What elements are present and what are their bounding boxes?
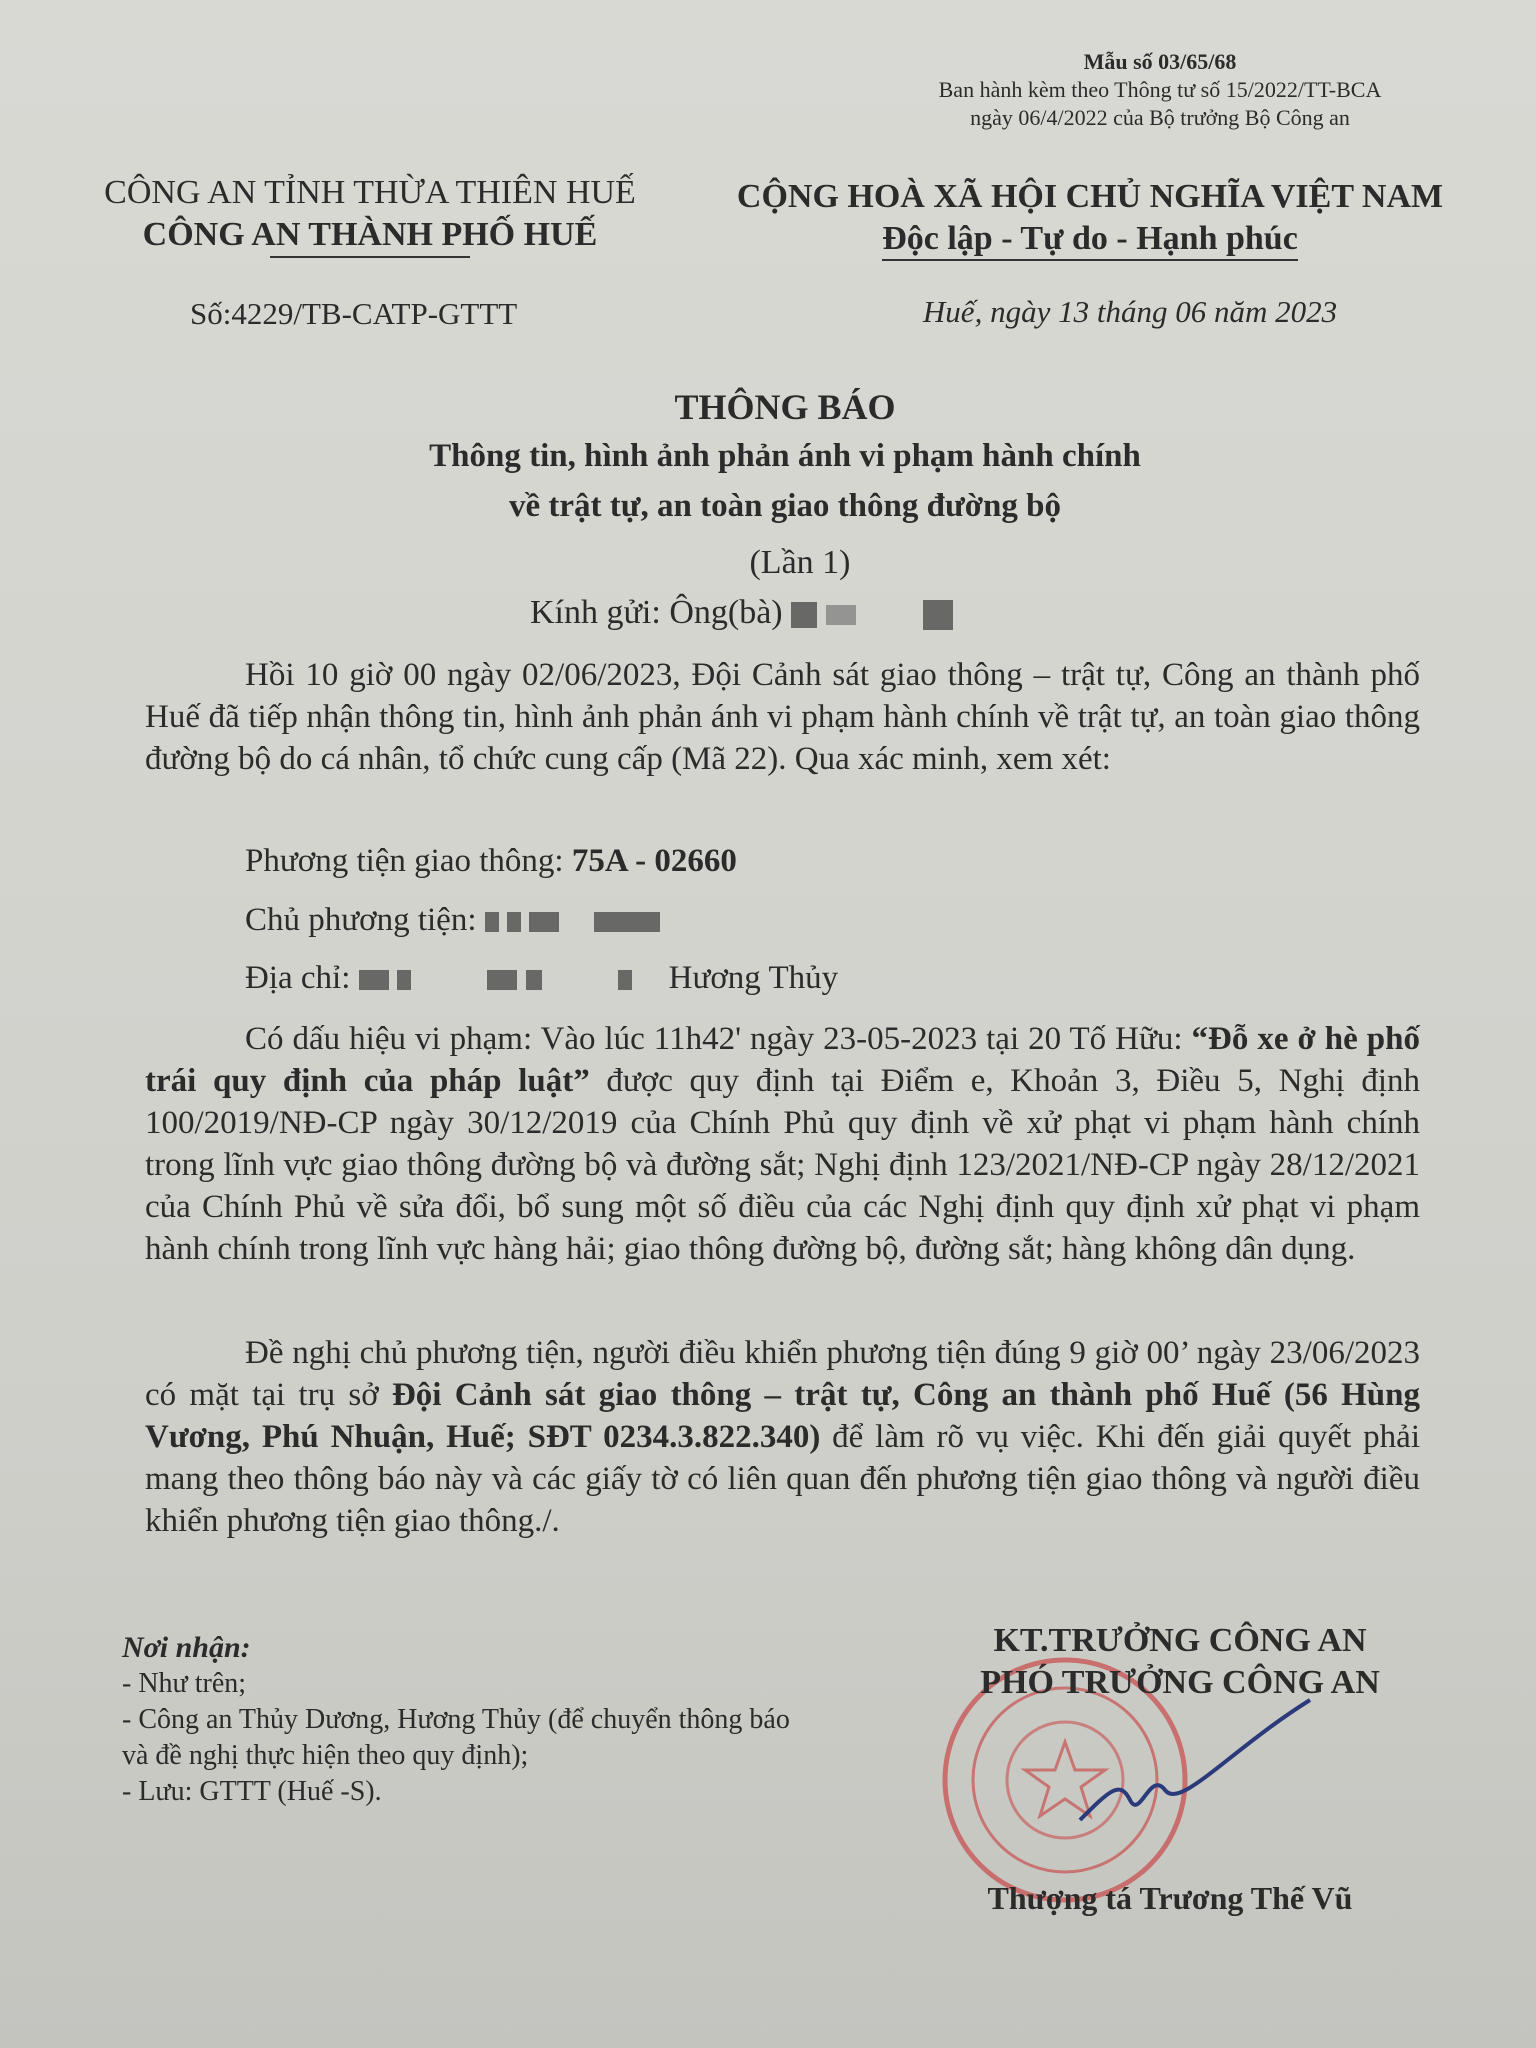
doc-title: THÔNG BÁO bbox=[674, 387, 896, 427]
redacted-block bbox=[923, 600, 953, 630]
vehicle-plate-line bbox=[245, 843, 737, 880]
recipient-label: Kính gửi: Ông(bà) bbox=[530, 594, 783, 631]
doc-subtitle-2: về trật tự, an toàn giao thông đường bộ bbox=[508, 488, 1061, 524]
doc-round: (Lần 1) bbox=[749, 544, 851, 581]
agency-header bbox=[80, 172, 660, 258]
form-issued-line: Ban hành kèm theo Thông tư số 15/2022/TT-BCA bbox=[938, 77, 1382, 102]
redacted-block bbox=[526, 970, 542, 990]
redacted-block bbox=[791, 602, 817, 628]
recipient-item: - Công an Thủy Dương, Hương Thủy (để chuyển thông báo và đề nghị thực hiện theo quy định); bbox=[122, 1704, 790, 1771]
redacted-block bbox=[359, 970, 389, 990]
national-name: CỘNG HOÀ XÃ HỘI CHỦ NGHĨA VIỆT NAM bbox=[736, 178, 1444, 215]
recipient-item: - Như trên; bbox=[122, 1668, 247, 1699]
request-instructions: để làm rõ vụ việc. Khi đến giải quyết phải mang theo thông báo này và các giấy tờ có liên quan đến phương tiện giao thông và người điều khiển phương tiện giao thông./. bbox=[145, 1419, 1420, 1539]
redacted-block bbox=[618, 970, 632, 990]
vehicle-label: Phương tiện giao thông: bbox=[245, 843, 572, 879]
national-header bbox=[700, 176, 1480, 260]
paragraph-request bbox=[145, 1332, 1420, 1542]
violation-legal-basis: được quy định tại Điểm e, Khoản 3, Điều 5, Nghị định 100/2019/NĐ-CP ngày 30/12/2019 của Chính Phủ quy định về xử phạt vi phạm hành chính trong lĩnh vực giao thông đường bộ và đường sắt; Nghị định 123/2021/NĐ-CP ngày 28/12/2021 của Chính Phủ về sửa đổi, bổ sung một số điều của các Nghị định quy định xử phạt vi phạm hành chính trong lĩnh vực hàng hải; giao thông đường bộ, đường sắt; hàng không dân dụng. bbox=[145, 1063, 1420, 1267]
redacted-block bbox=[594, 912, 660, 932]
address-tail: Hương Thủy bbox=[668, 960, 839, 996]
vehicle-plate: 75A - 02660 bbox=[571, 843, 737, 879]
agency-province: CÔNG AN TỈNH THỪA THIÊN HUẾ bbox=[104, 174, 636, 211]
request-location: Đội Cảnh sát giao thông – trật tự, Công an thành phố Huế (56 Hùng Vương, Phú Nhuận, Huế; SĐT 0234.3.822.340) bbox=[145, 1377, 1420, 1455]
paragraph-intro: Hồi 10 giờ 00 ngày 02/06/2023, Đội Cảnh sát giao thông – trật tự, Công an thành phố Huế đã tiếp nhận thông tin, hình ảnh phản ánh vi phạm hành chính về trật tự, an toàn giao thông đường bộ do cá nhân, tổ chức cung cấp (Mã 22). Qua xác minh, xem xét: bbox=[145, 657, 1420, 777]
handwritten-signature-icon bbox=[1070, 1690, 1330, 1855]
recipient-item: - Lưu: GTTT (Huế -S). bbox=[122, 1776, 382, 1807]
agency-city: CÔNG AN THÀNH PHỐ HUẾ bbox=[142, 216, 598, 253]
redacted-block bbox=[397, 970, 411, 990]
paragraph-violation bbox=[145, 1018, 1420, 1270]
form-date-line: ngày 06/4/2022 của Bộ trưởng Bộ Công an bbox=[970, 105, 1350, 130]
address-label: Địa chỉ: bbox=[245, 960, 351, 996]
redacted-block bbox=[487, 970, 517, 990]
redacted-block bbox=[507, 912, 521, 932]
signer-name: Thượng tá Trương Thế Vũ bbox=[987, 1880, 1353, 1916]
recipients-block bbox=[122, 1630, 822, 1810]
violation-text: Có dấu hiệu vi phạm: Vào lúc 11h42' ngày 23-05-2023 tại 20 Tố Hữu: bbox=[245, 1021, 1192, 1057]
recipient-line bbox=[530, 594, 953, 632]
form-number-block bbox=[900, 48, 1420, 132]
document-number: Số:4229/TB-CATP-GTTT bbox=[190, 296, 518, 331]
recipients-heading: Nơi nhận: bbox=[122, 1631, 251, 1664]
signature-line-2: PHÓ TRƯỞNG CÔNG AN bbox=[980, 1664, 1380, 1701]
redacted-block bbox=[529, 912, 559, 932]
agency-underline bbox=[270, 256, 470, 258]
vehicle-address-line bbox=[245, 960, 838, 997]
violation-highlight: “Đỗ xe ở hè phố trái quy định của pháp luật” bbox=[145, 1021, 1420, 1099]
redacted-block bbox=[485, 912, 499, 932]
signature-line-1: KT.TRƯỞNG CÔNG AN bbox=[993, 1622, 1367, 1659]
doc-subtitle-1: Thông tin, hình ảnh phản ánh vi phạm hành chính bbox=[429, 438, 1141, 474]
owner-label: Chủ phương tiện: bbox=[245, 902, 477, 938]
form-number: Mẫu số 03/65/68 bbox=[1083, 49, 1237, 74]
request-text: Đề nghị chủ phương tiện, người điều khiển phương tiện đúng 9 giờ 00’ ngày 23/06/2023 có mặt tại trụ sở bbox=[145, 1335, 1420, 1413]
vehicle-owner-line bbox=[245, 902, 660, 939]
document-date: Huế, ngày 13 tháng 06 năm 2023 bbox=[922, 294, 1338, 329]
national-motto: Độc lập - Tự do - Hạnh phúc bbox=[882, 220, 1298, 261]
redacted-block bbox=[826, 605, 856, 625]
